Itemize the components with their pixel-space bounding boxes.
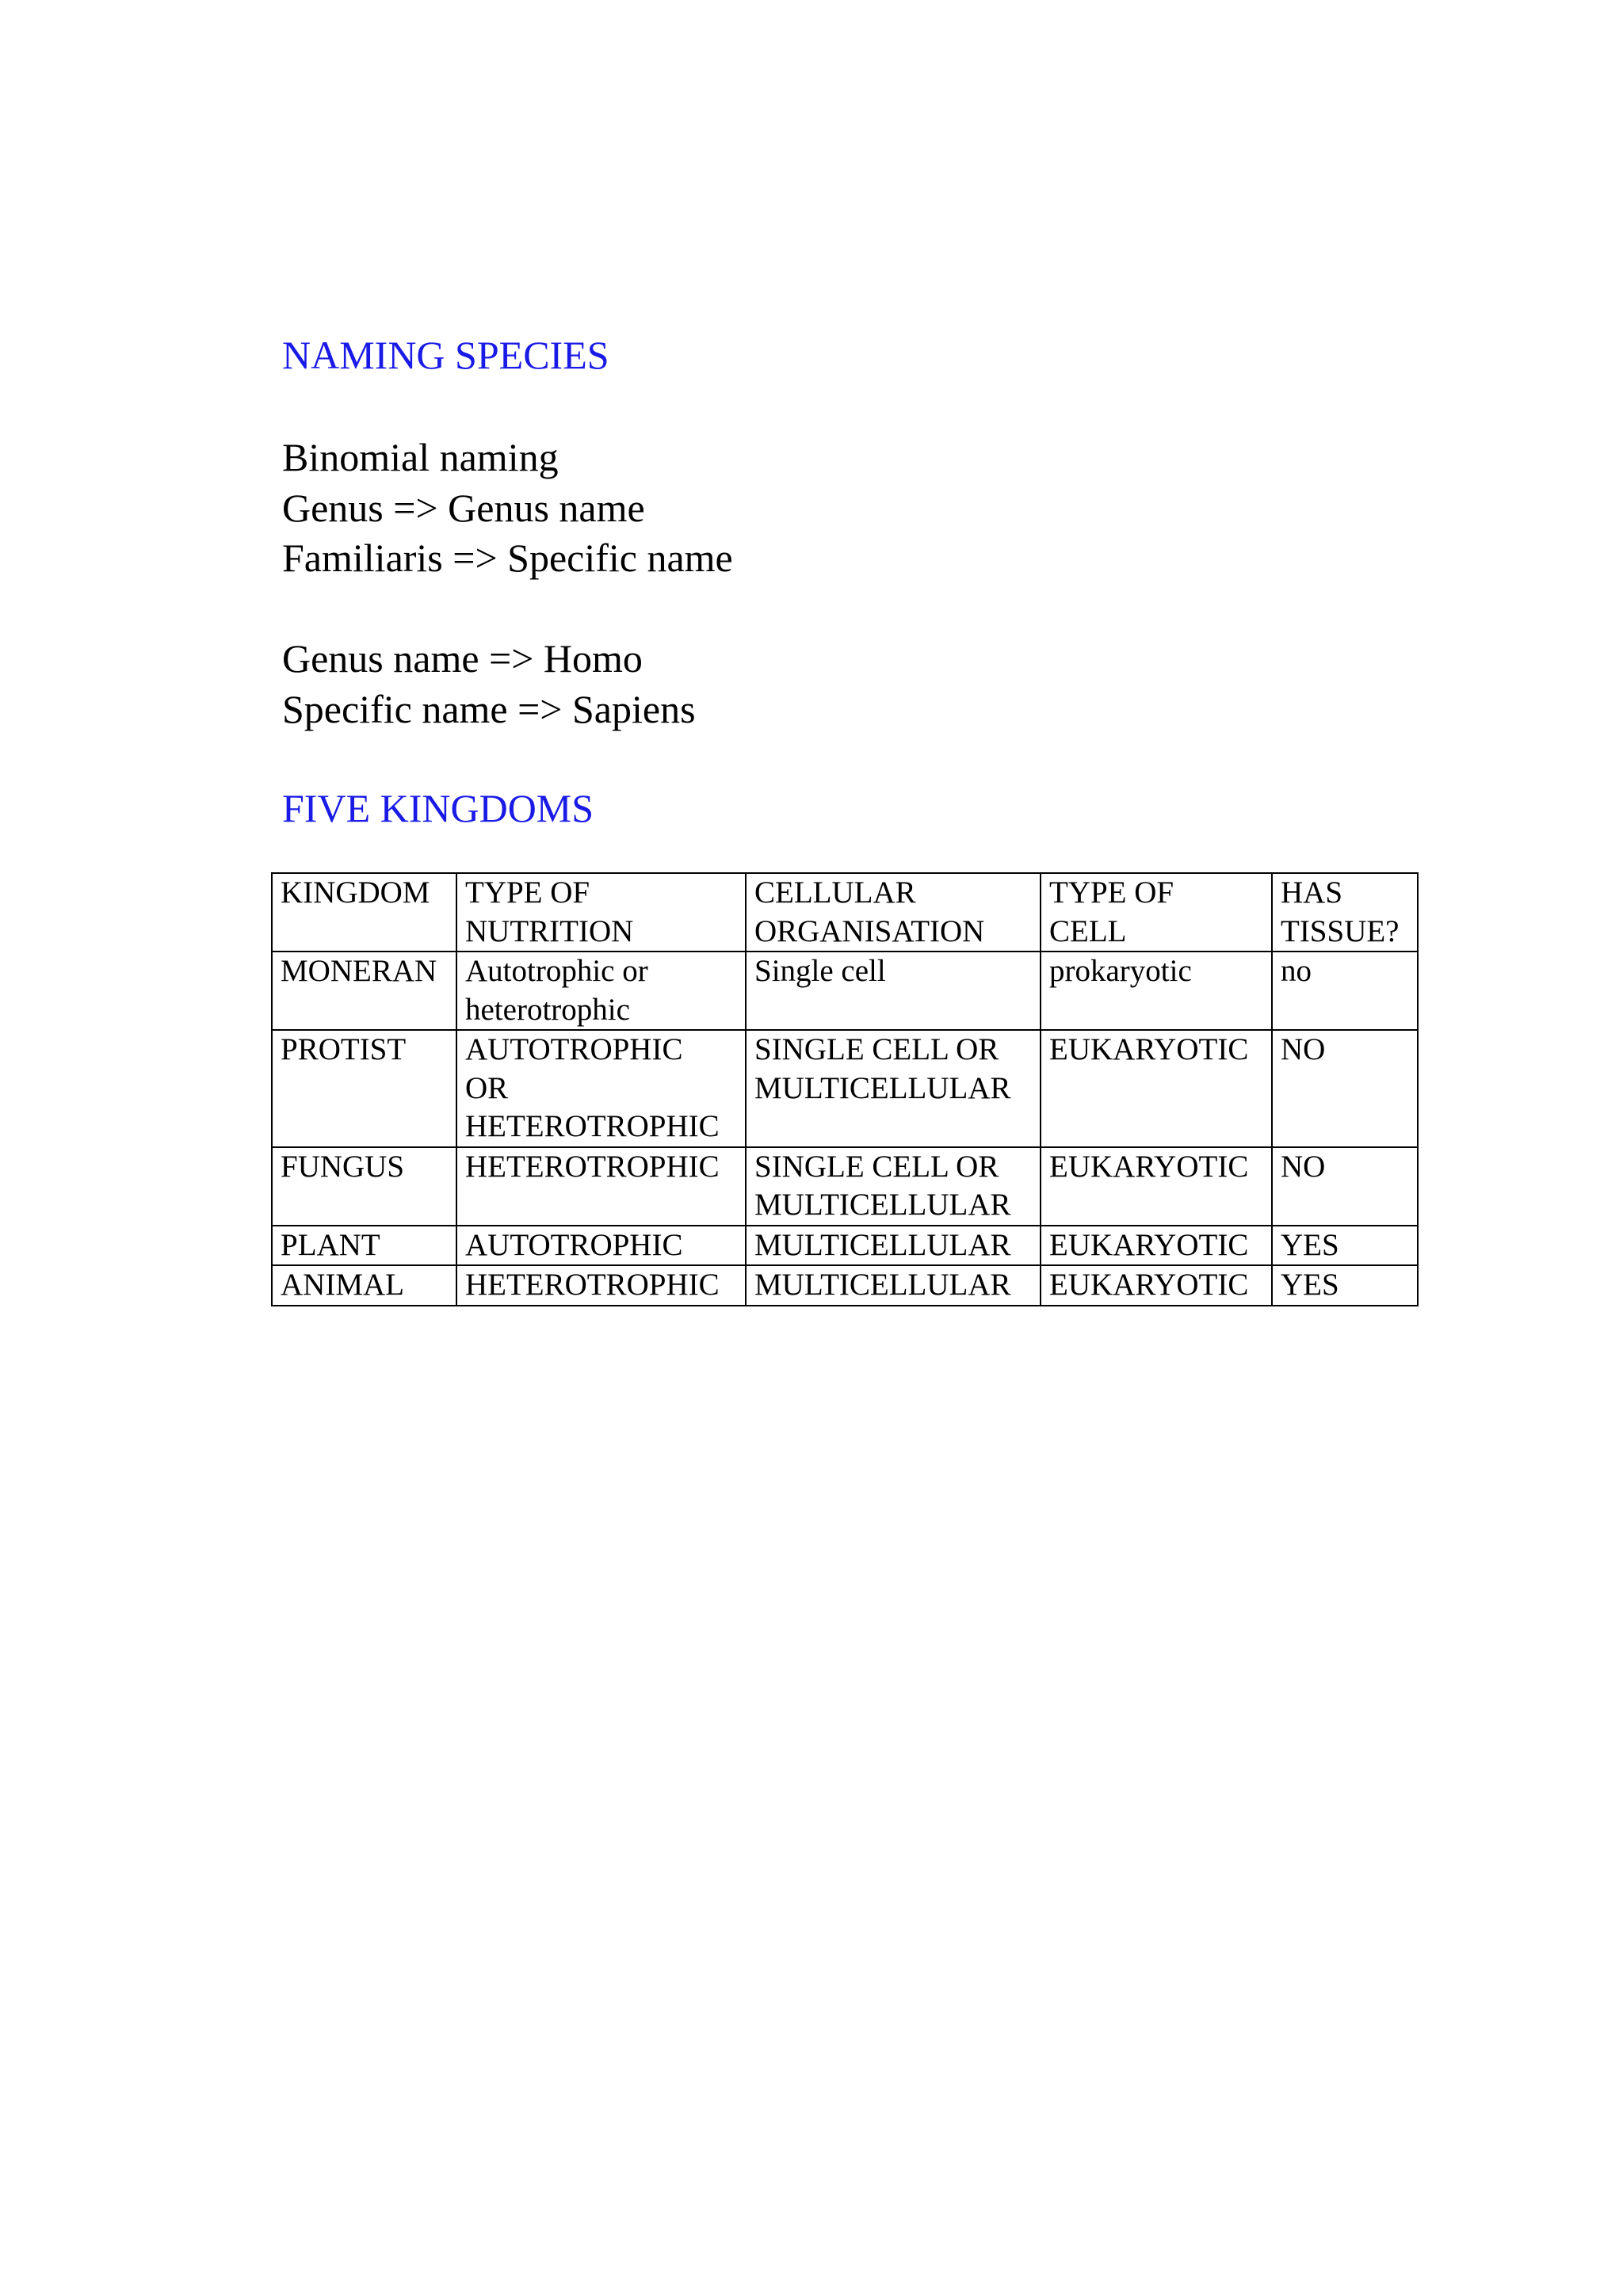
table-cell: SINGLE CELL OR MULTICELLULAR <box>746 1030 1041 1147</box>
text-line: Specific name => Sapiens <box>282 686 696 731</box>
table-cell: no <box>1272 952 1418 1030</box>
table-cell: EUKARYOTIC <box>1041 1147 1272 1226</box>
table-row <box>272 1265 1418 1306</box>
table-cell: MONERAN <box>272 952 456 1030</box>
header-cell: KINGDOM <box>272 873 456 952</box>
five-kingdoms-table <box>271 872 1419 1306</box>
text-line: Binomial naming <box>282 435 559 479</box>
table-cell: HETEROTROPHIC <box>456 1265 746 1306</box>
table-cell: MULTICELLULAR <box>746 1226 1041 1266</box>
table-cell: AUTOTROPHIC OR HETEROTROPHIC <box>456 1030 746 1147</box>
table-cell: HETEROTROPHIC <box>456 1147 746 1226</box>
table-cell: AUTOTROPHIC <box>456 1226 746 1266</box>
header-cell: TYPE OF NUTRITION <box>456 873 746 952</box>
header-cell: HAS TISSUE? <box>1272 873 1418 952</box>
binomial-naming-block <box>282 433 733 584</box>
table-cell: YES <box>1272 1226 1418 1266</box>
text-line: Genus name => Homo <box>282 636 643 681</box>
table-cell: prokaryotic <box>1041 952 1272 1030</box>
table-cell: Single cell <box>746 952 1041 1030</box>
table-row <box>272 952 1418 1030</box>
homo-sapiens-block <box>282 634 696 734</box>
table-cell: NO <box>1272 1147 1418 1226</box>
table-row <box>272 1147 1418 1226</box>
table-cell: EUKARYOTIC <box>1041 1226 1272 1266</box>
table-row <box>272 1030 1418 1147</box>
table-header-row <box>272 873 1418 952</box>
table-cell: PLANT <box>272 1226 456 1266</box>
header-cell: TYPE OF CELL <box>1041 873 1272 952</box>
table-cell: ANIMAL <box>272 1265 456 1306</box>
table-cell: FUNGUS <box>272 1147 456 1226</box>
table-cell: EUKARYOTIC <box>1041 1265 1272 1306</box>
header-cell: CELLULAR ORGANISATION <box>746 873 1041 952</box>
table-cell: YES <box>1272 1265 1418 1306</box>
table-cell: PROTIST <box>272 1030 456 1147</box>
five-kingdoms-heading: FIVE KINGDOMS <box>282 786 594 830</box>
table-cell: EUKARYOTIC <box>1041 1030 1272 1147</box>
table-row <box>272 1226 1418 1266</box>
text-line: Genus => Genus name <box>282 485 645 530</box>
table-cell: SINGLE CELL OR MULTICELLULAR <box>746 1147 1041 1226</box>
table-cell: MULTICELLULAR <box>746 1265 1041 1306</box>
table-cell: NO <box>1272 1030 1418 1147</box>
text-line: Familiaris => Specific name <box>282 536 733 580</box>
table-cell: Autotrophic or heterotrophic <box>456 952 746 1030</box>
naming-species-heading: NAMING SPECIES <box>282 333 609 377</box>
